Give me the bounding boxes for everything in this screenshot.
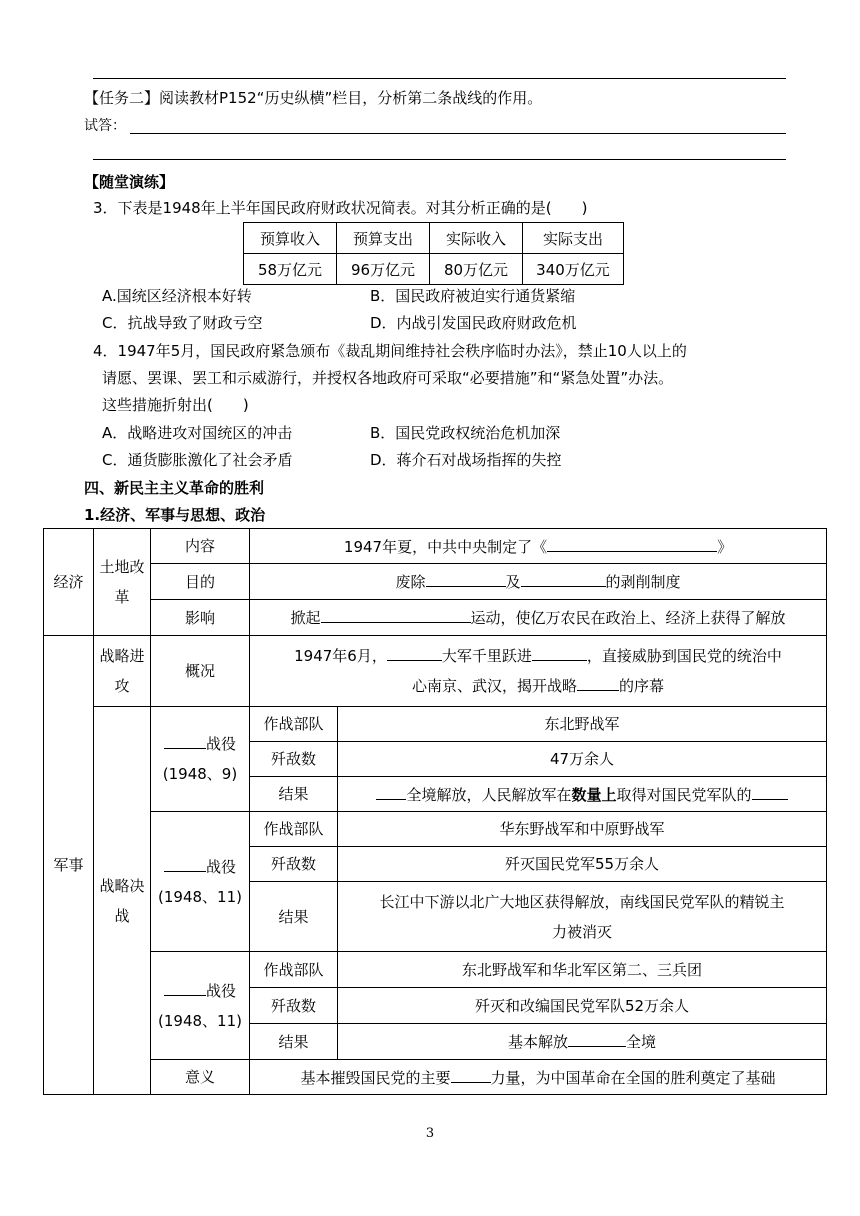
battle1-date: (1948、9): [162, 765, 238, 783]
impact-cell: [250, 600, 827, 636]
blank: [387, 645, 442, 661]
battle3-date: (1948、11): [158, 1011, 242, 1030]
blank: [164, 980, 206, 996]
battle3-cell: [151, 952, 250, 1060]
offensive-cell: 战略进攻: [94, 636, 151, 707]
b3-units: 东北野战军和华北军区第二、三兵团: [338, 952, 827, 988]
b2-killed: 歼灭国民党军55万余人: [338, 847, 827, 882]
fin-header: 实际支出: [523, 223, 624, 254]
meaning-text: 力量，为中国革命在全国的胜利奠定了基础: [490, 1068, 776, 1087]
fin-value: 96万亿元: [337, 254, 430, 285]
q3-option-a: A.国统区经济根本好转: [102, 287, 252, 305]
meaning-text: 基本摧毁国民党的主要: [300, 1068, 451, 1087]
q4-stem-line: 这些措施折射出( ): [102, 396, 249, 414]
b2-result-text: 力被消灭: [552, 922, 613, 941]
blank: [164, 856, 206, 872]
impact-label: 影响: [151, 600, 250, 636]
fin-value: 58万亿元: [244, 254, 337, 285]
q3-stem: 3．下表是1948年上半年国民政府财政状况简表。对其分析正确的是( ): [93, 199, 588, 217]
b1-result: [338, 777, 827, 812]
q4-stem-line: 4．1947年5月，国民政府紧急颁布《裁乱期间维持社会秩序临时办法》，禁止10人以上的: [93, 342, 687, 360]
content-text: 1947年夏，中共中央制定了《: [343, 537, 548, 556]
b3-result: [338, 1024, 827, 1060]
q3-option-c: C．抗战导致了财政亏空: [102, 314, 263, 332]
q4-stem-line: 请愿、罢课、罢工和示威游行，并授权各地政府可采取“必要措施”和“紧急处置”办法。: [102, 369, 674, 387]
battle-suffix: 战役: [205, 981, 236, 1000]
b3-killed: 歼灭和改编国民党军队52万余人: [338, 988, 827, 1024]
military-cell: 军事: [44, 636, 94, 1095]
finance-table: [243, 222, 624, 285]
result-label: 结果: [250, 777, 338, 812]
land-reform-cell: 土地改革: [94, 529, 151, 636]
battle2-cell: [151, 812, 250, 952]
b2-result-text: 长江中下游以北广大地区获得解放，南线国民党军队的精锐主: [379, 892, 785, 911]
units-label: 作战部队: [250, 812, 338, 847]
units-label: 作战部队: [250, 952, 338, 988]
fin-header: 预算支出: [337, 223, 430, 254]
revolution-table: [43, 528, 827, 1095]
blank: [451, 1067, 491, 1083]
blank: [577, 675, 619, 691]
result-label: 结果: [250, 882, 338, 952]
content-label: 内容: [151, 529, 250, 564]
battle-suffix: 战役: [205, 735, 236, 753]
b1-result-bold: 数量上: [571, 785, 617, 804]
section4-subheading: 1.经济、军事与思想、政治: [84, 506, 266, 524]
battle2-date: (1948、11): [158, 887, 242, 906]
b1-killed: 47万余人: [338, 742, 827, 777]
killed-label: 歼敌数: [250, 847, 338, 882]
units-label: 作战部队: [250, 707, 338, 742]
overview-cell: [250, 636, 827, 707]
purpose-text: 废除: [395, 573, 426, 591]
q4-option-b: B．国民党政权统治危机加深: [370, 424, 561, 442]
task2-text: 【任务二】阅读教材P152“历史纵横”栏目，分析第二条战线的作用。: [84, 89, 543, 107]
result-label: 结果: [250, 1024, 338, 1060]
overview-text: 大军千里跃进: [441, 647, 532, 665]
section4-heading: 四、新民主主义革命的胜利: [84, 479, 265, 497]
content-text: 》: [717, 537, 733, 556]
answer-line: [130, 133, 786, 134]
answer-label: 试答：: [84, 118, 126, 134]
b1-result-text: 全境解放，人民解放军在: [406, 785, 572, 804]
killed-label: 歼敌数: [250, 988, 338, 1024]
blank: [426, 571, 506, 587]
blank: [568, 1031, 626, 1047]
purpose-cell: [250, 564, 827, 600]
fin-header: 预算收入: [244, 223, 337, 254]
blank: [521, 571, 606, 587]
b2-units: 华东野战军和中原野战军: [338, 812, 827, 847]
battle-suffix: 战役: [205, 857, 236, 876]
overview-text: 心南京、武汉，揭开战略: [411, 677, 577, 695]
fin-header: 实际收入: [430, 223, 523, 254]
impact-text: 运动，使亿万农民在政治上、经济上获得了解放: [470, 609, 786, 627]
economy-cell: 经济: [44, 529, 94, 636]
q4-option-c: C．通货膨胀激化了社会矛盾: [102, 451, 293, 469]
practice-heading: 【随堂演练】: [84, 173, 175, 191]
b2-result: [338, 882, 827, 952]
meaning-label: 意义: [151, 1060, 250, 1095]
overview-label: 概况: [151, 636, 250, 707]
q4-option-a: A．战略进攻对国统区的冲击: [102, 424, 293, 442]
blank: [752, 784, 788, 800]
overview-text: ，直接威胁到国民党的统治中: [586, 647, 782, 665]
fin-value: 80万亿元: [430, 254, 523, 285]
purpose-text: 及: [505, 573, 521, 591]
content-cell: [250, 529, 827, 564]
blank: [321, 607, 471, 623]
answer-rule: [93, 159, 786, 160]
blank: [532, 645, 587, 661]
purpose-text: 的剥削制度: [605, 573, 681, 591]
overview-text: 1947年6月，: [294, 647, 387, 665]
top-rule: [93, 78, 786, 79]
q3-option-b: B．国民政府被迫实行通货紧缩: [370, 287, 576, 305]
b1-units: 东北野战军: [338, 707, 827, 742]
blank: [376, 784, 406, 800]
battle1-cell: [151, 707, 250, 812]
meaning-cell: [250, 1060, 827, 1095]
decisive-cell: 战略决战: [94, 707, 151, 1095]
b3-result-text: 全境: [626, 1033, 657, 1051]
b3-result-text: 基本解放: [507, 1033, 568, 1051]
blank: [164, 733, 206, 749]
blank: [547, 536, 717, 552]
impact-text: 掀起: [290, 609, 321, 627]
fin-value: 340万亿元: [523, 254, 624, 285]
killed-label: 歼敌数: [250, 742, 338, 777]
page-number: 3: [425, 1126, 435, 1141]
q4-option-d: D．蒋介石对战场指挥的失控: [370, 451, 562, 469]
q3-option-d: D．内战引发国民政府财政危机: [370, 314, 577, 332]
b1-result-text: 取得对国民党军队的: [616, 785, 752, 804]
purpose-label: 目的: [151, 564, 250, 600]
overview-text: 的序幕: [619, 677, 665, 695]
